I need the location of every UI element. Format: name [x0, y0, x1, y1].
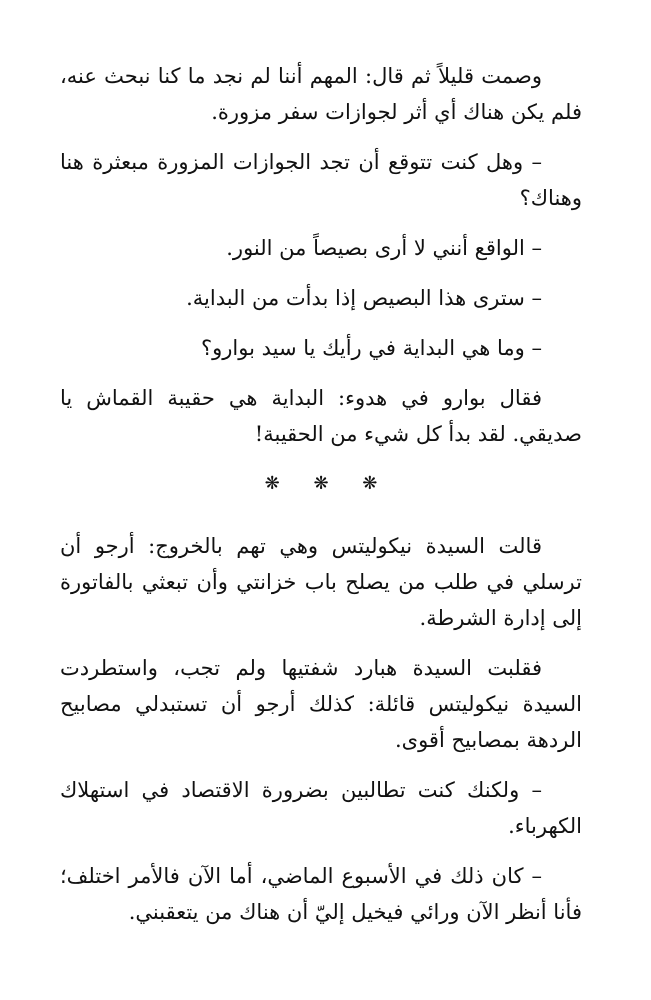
- paragraph-last-week: – كان ذلك في الأسبوع الماضي، أما الآن فالأمر اختلف؛ فأنا أنظر الآن ورائي فيخيل إليّ أن هناك من يتعقبني.: [60, 864, 582, 924]
- paragraph-economy-electricity: – ولكنك كنت تطالبين بضرورة الاقتصاد في استهلاك الكهرباء.: [60, 778, 582, 838]
- section-separator: ❋ ❋ ❋: [264, 473, 392, 494]
- book-page: [60, 58, 582, 944]
- paragraph-silence: وصمت قليلاً ثم قال: المهم أننا لم نجد ما كنا نبحث عنه، فلم يكن هناك أي أثر لجوازات سفر مزورة.: [60, 64, 582, 124]
- paragraph-hubbard-lips: فقلبت السيدة هبارد شفتيها ولم تجب، واستطردت السيدة نيكوليتس قائلة: كذلك أرجو أن تستبدلي مصابيح الردهة بمصابيح أقوى.: [60, 656, 582, 752]
- paragraph-poirot-bag: فقال بوارو في هدوء: البداية هي حقيبة القماش يا صديقي. لقد بدأ كل شيء من الحقيبة!: [60, 386, 582, 446]
- paragraph-question-passports: – وهل كنت تتوقع أن تجد الجوازات المزورة مبعثرة هنا وهناك؟: [60, 150, 582, 210]
- paragraph-no-light: – الواقع أنني لا أرى بصيصاً من النور.: [226, 236, 542, 260]
- paragraph-see-glimmer: – سترى هذا البصيص إذا بدأت من البداية.: [186, 286, 542, 310]
- paragraph-what-beginning: – وما هي البداية في رأيك يا سيد بوارو؟: [200, 336, 542, 360]
- paragraph-nicoletis-leaving: قالت السيدة نيكوليتس وهي تهم بالخروج: أرجو أن ترسلي في طلب من يصلح باب خزانتي وأن تبعثي بالفاتورة إلى إدارة الشرطة.: [60, 534, 582, 630]
